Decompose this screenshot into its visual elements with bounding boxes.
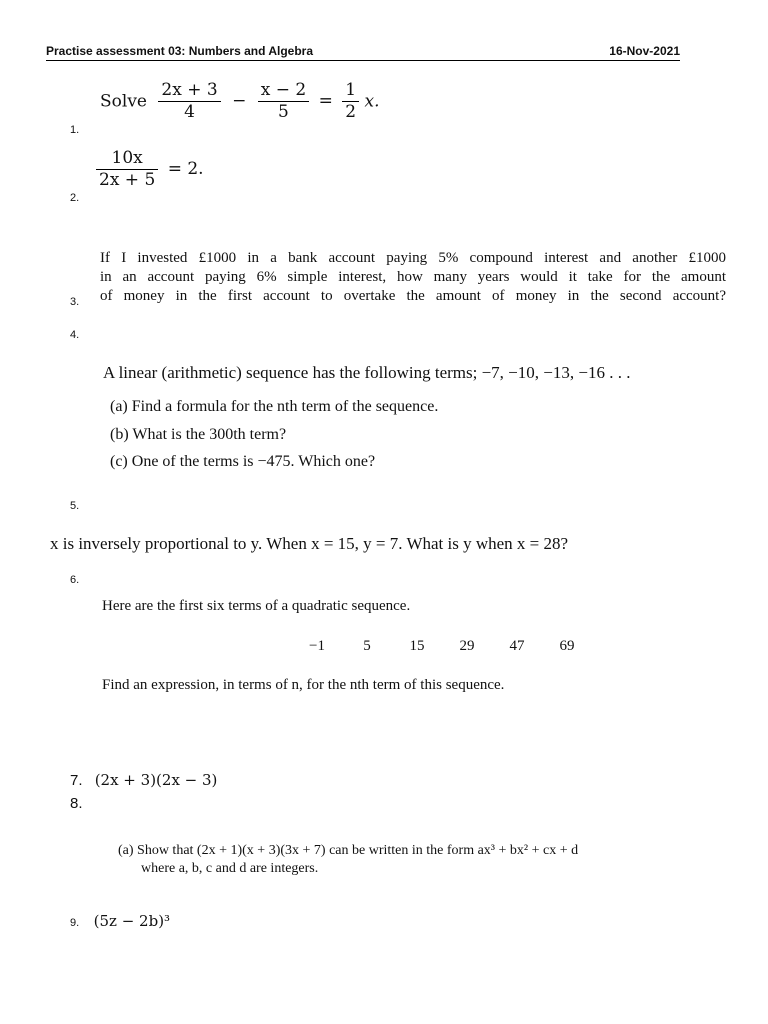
document-date: 16-Nov-2021	[609, 44, 680, 58]
fraction-3: $\frac{1}{2}$	[342, 80, 359, 124]
sequence-term: 15	[409, 638, 425, 654]
question-number-6: 6.	[70, 574, 80, 586]
sequence-term: 47	[509, 638, 525, 654]
question-number-4: 4.	[70, 329, 80, 341]
question-number-9: 9.	[70, 917, 80, 929]
question-5-text: x is inversely proportional to y. When x = 15, y = 7. What is y when x = 28?	[50, 534, 569, 553]
question-3-text: If I invested £1000 in a bank account paying 5% compound interest and another £1000 in an account paying 6% simple interest, how many years would it take for the amount of money in the first account to overtake the amount of money in the second account?	[100, 250, 726, 304]
question-7	[70, 771, 217, 789]
page-header	[46, 44, 680, 61]
fraction-2: $\frac{x - 2}{5}$	[258, 80, 309, 124]
sequence-term: −1	[309, 638, 325, 654]
fraction-1: $\frac{2x + 3}{4}$	[158, 80, 220, 124]
question-9-expression: (5z − 2b)³	[93, 912, 171, 930]
question-8-line-2: where a, b, c and d are integers.	[141, 861, 319, 876]
question-4-part-a: (a) Find a formula for the nth term of the sequence.	[110, 398, 439, 415]
question-7-expression: (2x + 3)(2x − 3)	[94, 771, 218, 789]
question-4-part-c: (c) One of the terms is −475. Which one?	[110, 453, 376, 470]
question-number-2: 2.	[70, 192, 80, 204]
question-number-7: 7.	[70, 772, 83, 789]
solve-label: Solve	[100, 91, 147, 112]
document-title: Practise assessment 03: Numbers and Algebra	[46, 44, 314, 58]
fraction-q2: $\frac{10x}{2x + 5}$	[96, 148, 158, 192]
question-6-intro: Here are the first six terms of a quadratic sequence.	[102, 598, 411, 614]
sequence-term: 29	[459, 638, 475, 654]
question-8-line-1: (a) Show that (2x + 1)(x + 3)(3x + 7) can be written in the form ax³ + bx² + cx + d	[118, 843, 579, 858]
question-2-equation: $\frac{10x}{2x + 5}$ = 2.	[96, 148, 204, 192]
question-number-3: 3.	[70, 296, 80, 308]
question-6-question: Find an expression, in terms of n, for the nth term of this sequence.	[102, 677, 505, 693]
question-1-equation: Solve $\frac{2x + 3}{4}$ − $\frac{x - 2}{5}$ = $\frac{1}{2}$ x.	[100, 80, 380, 123]
sequence-terms	[292, 638, 592, 655]
question-9	[70, 912, 170, 931]
question-number-1: 1.	[70, 124, 80, 136]
question-number-5: 5.	[70, 500, 80, 512]
sequence-term: 69	[559, 638, 575, 654]
question-4-part-b: (b) What is the 300th term?	[110, 426, 287, 443]
sequence-term: 5	[363, 638, 371, 654]
question-number-8: 8.	[70, 795, 83, 812]
question-4-intro: A linear (arithmetic) sequence has the following terms; −7, −10, −13, −16 . . .	[103, 363, 631, 382]
